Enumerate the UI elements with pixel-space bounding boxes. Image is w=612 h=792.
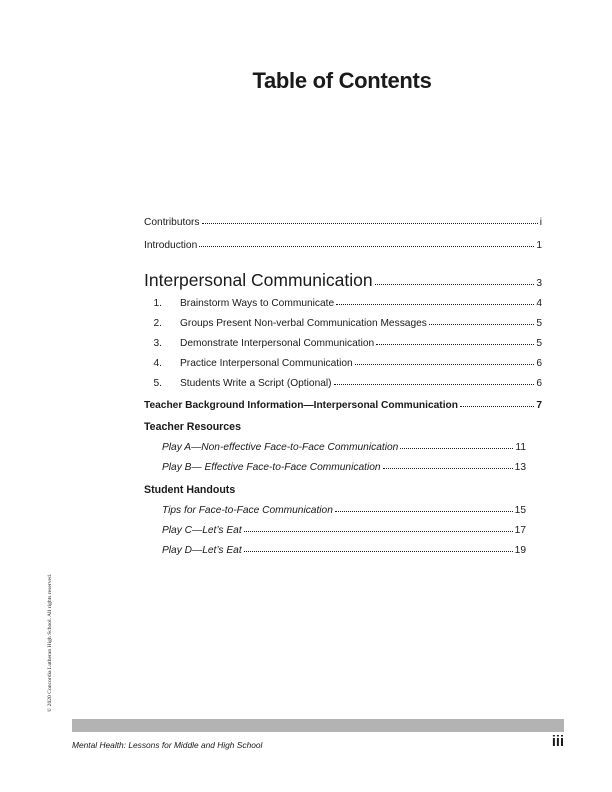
toc-page-number: 5 <box>536 318 542 329</box>
page-title: Table of Contents <box>252 68 432 93</box>
toc-entry-teacher-background[interactable] <box>144 399 542 412</box>
toc-entry-lesson-1[interactable] <box>144 297 542 310</box>
copyright-notice: © 2020 Concordia Lutheran High School. All rights reserved. <box>47 573 53 712</box>
footer-bar <box>72 719 564 732</box>
lesson-number: 1. <box>153 298 162 309</box>
toc-label: Play B— Effective Face-to-Face Communication <box>162 462 381 473</box>
toc-label: Introduction <box>144 240 198 251</box>
teacher-resources-heading: Teacher Resources <box>144 421 241 433</box>
lesson-number: 5. <box>153 378 162 389</box>
toc-entry-play-c[interactable] <box>162 524 526 537</box>
dot-leader <box>336 303 534 305</box>
toc-section-label: Interpersonal Communication <box>144 270 373 290</box>
toc-page-number: 4 <box>536 298 542 309</box>
toc-entry-interpersonal-communication[interactable] <box>144 270 542 294</box>
dot-leader <box>244 550 513 552</box>
dot-leader <box>334 383 535 385</box>
toc-page-number: 19 <box>514 545 526 556</box>
dot-leader <box>429 323 534 325</box>
toc-entry-lesson-4[interactable] <box>144 357 542 370</box>
footer-page-number: iii <box>551 734 564 750</box>
toc-label: Tips for Face-to-Face Communication <box>162 505 333 516</box>
toc-label: Groups Present Non-verbal Communication Messages <box>180 318 427 329</box>
dot-leader <box>202 222 538 224</box>
toc-entry-tips[interactable] <box>162 504 526 517</box>
dot-leader <box>375 283 535 285</box>
toc-entry-contributors[interactable] <box>144 216 542 229</box>
toc-entry-play-b[interactable] <box>162 461 526 474</box>
toc-label: Contributors <box>144 217 200 228</box>
footer-book-title: Mental Health: Lessons for Middle and High School <box>72 740 263 750</box>
toc-label: Teacher Background Information—Interpersonal Communication <box>144 400 458 411</box>
dot-leader <box>400 447 513 449</box>
dot-leader <box>199 245 534 247</box>
toc-page-number: 6 <box>536 358 542 369</box>
toc-page-number: i <box>539 217 542 228</box>
toc-page-number: 13 <box>514 462 526 473</box>
toc-label: Play A—Non-effective Face-to-Face Communication <box>162 442 399 453</box>
toc-page-number: 1 <box>536 240 542 251</box>
toc-entry-play-a[interactable] <box>162 441 526 454</box>
toc-page-number: 7 <box>536 400 542 411</box>
toc-entry-introduction[interactable] <box>144 239 542 252</box>
dot-leader <box>355 363 535 365</box>
lesson-number: 2. <box>153 318 162 329</box>
toc-page-number: 3 <box>536 278 542 289</box>
dot-leader <box>460 405 534 407</box>
toc-page-number: 11 <box>515 442 526 453</box>
dot-leader <box>244 530 513 532</box>
dot-leader <box>376 343 534 345</box>
toc-entry-lesson-2[interactable] <box>144 317 542 330</box>
toc-page-number: 15 <box>514 505 526 516</box>
lesson-number: 4. <box>153 358 162 369</box>
toc-label: Play C—Let’s Eat <box>162 525 242 536</box>
toc-label: Brainstorm Ways to Communicate <box>180 298 335 309</box>
toc-page-number: 17 <box>514 525 526 536</box>
toc-label: Practice Interpersonal Communication <box>180 358 353 369</box>
toc-label: Play D—Let’s Eat <box>162 545 242 556</box>
toc-label: Students Write a Script (Optional) <box>180 378 332 389</box>
toc-page-number: 6 <box>536 378 542 389</box>
dot-leader <box>335 510 513 512</box>
dot-leader <box>383 467 513 469</box>
toc-page-number: 5 <box>536 338 542 349</box>
toc-entry-lesson-3[interactable] <box>144 337 542 350</box>
lesson-number: 3. <box>153 338 162 349</box>
toc-label: Demonstrate Interpersonal Communication <box>180 338 375 349</box>
toc-entry-lesson-5[interactable] <box>144 377 542 390</box>
toc-entry-play-d[interactable] <box>162 544 526 557</box>
student-handouts-heading: Student Handouts <box>144 484 236 496</box>
